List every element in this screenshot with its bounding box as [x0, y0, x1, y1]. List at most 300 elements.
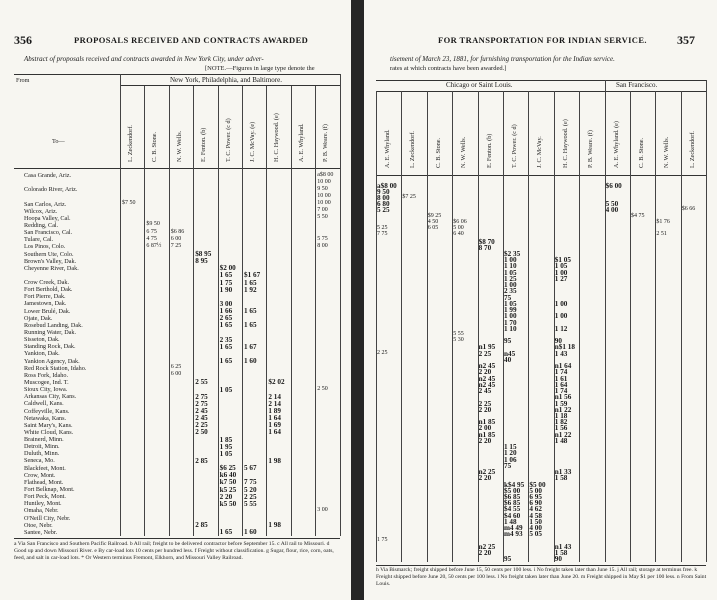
- bid-cell: 1 89: [268, 407, 281, 416]
- bid-cell: 1 65: [219, 271, 233, 280]
- bid-cell: 2 20: [478, 549, 492, 558]
- destination-label: Running Water, Dak.: [24, 329, 77, 337]
- bid-cell: 1 56: [554, 424, 568, 433]
- bid-cell: 2 75: [195, 392, 208, 401]
- table-bottom-rule: [14, 538, 340, 539]
- bid-cell: 5 55: [244, 499, 257, 508]
- destination-label: Brown's Valley, Dak.: [24, 257, 77, 265]
- destination-label: Crow, Mont.: [24, 471, 56, 479]
- bid-cell: 5 30: [453, 337, 464, 344]
- column-rule: [291, 86, 292, 536]
- bid-cell: $8 70: [478, 237, 495, 246]
- column-header: J. C. McVay.: [536, 136, 544, 168]
- bid-cell: 2 85: [195, 521, 208, 530]
- column-header: H. C. Haywood. (e): [561, 119, 569, 168]
- bid-cell: 10 00: [317, 200, 331, 207]
- destination-label: Omaha, Nebr.: [24, 507, 59, 515]
- destination-label: San Carlos, Ariz.: [24, 200, 67, 208]
- bid-cell: 1 00: [504, 256, 517, 265]
- bid-cell: $7 50: [122, 200, 136, 207]
- bid-cell: 9 50: [317, 185, 328, 192]
- bid-cell: 5 00: [453, 225, 464, 232]
- right-page: [364, 0, 717, 600]
- bid-cell: 5 67: [244, 464, 257, 473]
- column-header: C. B. Stone.: [151, 131, 159, 162]
- bid-cell: 1 20: [504, 449, 517, 458]
- bid-cell: 2 51: [656, 231, 667, 238]
- bid-cell: $6 86: [170, 228, 185, 235]
- bid-cell: 1 50: [529, 517, 542, 526]
- column-rule: [427, 91, 428, 562]
- bid-cell: 1 74: [554, 368, 568, 377]
- bid-cell: 1 65: [219, 528, 233, 537]
- bid-cell: 2 20: [478, 405, 492, 414]
- destination-label: Hoopa Valley, Cal.: [24, 214, 71, 222]
- bid-cell: 2 25: [195, 421, 208, 430]
- bid-cell: 2 65: [219, 314, 233, 323]
- bid-cell: $4 55: [504, 505, 521, 514]
- bid-cell: n1 22: [554, 430, 572, 439]
- book-gutter: [351, 0, 364, 600]
- note-line: rates at which contracts have been awarded.]: [390, 65, 507, 72]
- bid-cell: 1 65: [219, 357, 233, 366]
- destination-label: Rosebud Landing, Dak.: [24, 321, 83, 329]
- destination-label: Los Pinos, Colo.: [24, 243, 66, 251]
- bid-cell: 2 45: [195, 407, 208, 416]
- bid-cell: $6 00: [605, 181, 622, 190]
- column-header: L. Zeckendorf.: [127, 125, 134, 162]
- bid-cell: n45: [504, 349, 516, 358]
- bid-cell: 2 85: [195, 456, 208, 465]
- bid-cell: 2 25: [478, 349, 492, 358]
- column-rule: [218, 86, 219, 536]
- destination-label: Red Rock Station, Idaho.: [24, 364, 87, 372]
- bid-cell: 1 06: [504, 455, 517, 464]
- bid-cell: 3 00: [219, 299, 233, 308]
- page-number: 357: [677, 33, 695, 47]
- bid-cell: n1 85: [478, 430, 496, 439]
- bid-cell: $2 00: [219, 264, 236, 273]
- bid-cell: 1 64: [554, 380, 568, 389]
- bid-cell: 2 25: [244, 492, 257, 501]
- bid-cell: 1 69: [268, 421, 281, 430]
- bid-cell: 1 27: [554, 274, 568, 283]
- bid-cell: 95: [504, 555, 512, 564]
- destination-label: O'Neill City, Nebr.: [24, 514, 71, 522]
- destination-label: Coffeyville, Kans.: [24, 407, 70, 415]
- bid-cell: $1 76: [656, 218, 670, 225]
- bid-cell: n1 56: [554, 393, 572, 402]
- bid-cell: 5 25: [377, 206, 390, 215]
- destination-label: Fort Belknap, Mont.: [24, 486, 75, 494]
- bid-cell: 1 75: [377, 536, 388, 543]
- origin-group-label: New York, Philadelphia, and Baltimore.: [170, 76, 282, 84]
- column-header: A. E. Whyland. (e): [612, 121, 620, 168]
- column-rule: [681, 91, 682, 562]
- destination-label: Huntley, Mont.: [24, 500, 62, 508]
- bid-cell: $6 06: [453, 218, 467, 225]
- destination-label: Crow Creek, Dak.: [24, 279, 70, 287]
- bid-cell: n2 45: [478, 374, 496, 383]
- bid-cell: 90: [554, 555, 562, 564]
- column-rule: [605, 91, 606, 562]
- bid-cell: 7 75: [377, 231, 388, 238]
- from-label: From: [16, 77, 30, 84]
- column-rule: [630, 91, 631, 562]
- bid-cell: 1 00: [554, 299, 568, 308]
- bid-cell: n1 33: [554, 468, 572, 477]
- bid-cell: 1 65: [244, 278, 257, 287]
- bid-cell: 4 62: [529, 505, 542, 514]
- bid-cell: 4 00: [605, 206, 619, 215]
- to-label: To—: [52, 138, 65, 145]
- column-rule: [193, 86, 194, 536]
- bid-cell: n2 25: [478, 542, 496, 551]
- column-header: P. B. Weare. (f): [587, 130, 595, 168]
- column-header: T. C. Power. (c d): [511, 124, 518, 168]
- bid-cell: 2 45: [478, 387, 492, 396]
- bid-cell: k6 40: [219, 471, 237, 480]
- group-rule: [120, 85, 340, 86]
- bid-cell: 2 25: [478, 399, 492, 408]
- destination-label: Flathead, Mont.: [24, 478, 64, 486]
- bid-cell: 8 70: [478, 243, 492, 252]
- bid-cell: $7 25: [402, 193, 416, 200]
- column-header: P. B. Weare. (f): [322, 124, 330, 162]
- table-bottom-rule: [376, 565, 706, 566]
- bid-cell: 75: [504, 461, 512, 470]
- bid-cell: 1 00: [554, 268, 568, 277]
- bid-cell: 2 20: [478, 474, 492, 483]
- left-page: [0, 0, 351, 600]
- column-header: H. C. Haywood. (e): [273, 113, 281, 162]
- destination-label: Muscogee, Ind. T.: [24, 378, 69, 386]
- destination-label: Ross Fork, Idaho.: [24, 371, 69, 379]
- destination-label: Fort Berthold, Dak.: [24, 286, 73, 294]
- destination-label: Brainerd, Minn.: [24, 436, 64, 444]
- bid-cell: 6 95: [529, 492, 542, 501]
- bid-cell: $6 66: [681, 206, 696, 213]
- bid-cell: 1 05: [504, 268, 517, 277]
- bid-cell: 95: [504, 337, 512, 346]
- column-header: T. C. Power. (c d): [224, 118, 232, 162]
- bid-cell: 6 90: [529, 499, 542, 508]
- bid-cell: 2 50: [195, 428, 208, 437]
- column-rule: [242, 86, 243, 536]
- bid-cell: k5 25: [219, 485, 237, 494]
- destination-label: Yankton Agency, Dak.: [24, 357, 80, 365]
- destination-label: Netawaka, Kans.: [24, 414, 67, 422]
- bid-cell: 5 50: [605, 200, 619, 209]
- bid-cell: 1 10: [504, 324, 517, 333]
- header-bottom-rule: [376, 175, 706, 176]
- destination-label: Sioux City, Iowa.: [24, 386, 68, 394]
- column-rule: [655, 91, 656, 562]
- destination-label: Southern Ute, Colo.: [24, 250, 74, 258]
- bid-cell: 1 65: [244, 321, 257, 330]
- destination-label: Jamestown, Dak.: [24, 300, 67, 308]
- bid-cell: $1 67: [244, 271, 261, 280]
- bid-cell: 1 05: [219, 385, 233, 394]
- bid-cell: 5 50: [317, 214, 328, 221]
- column-header: L. Zeckendorf.: [409, 131, 417, 168]
- bid-cell: 6 40: [453, 231, 464, 238]
- destination-label: Duluth, Minn.: [24, 450, 60, 458]
- bid-cell: 2 75: [195, 399, 208, 408]
- bid-cell: $5 00: [529, 480, 546, 489]
- bid-cell: 1 95: [219, 442, 233, 451]
- destination-label: Arkansas City, Kans.: [24, 393, 77, 401]
- bid-cell: 4 50: [427, 218, 439, 225]
- destination-label: Otoe, Nebr.: [24, 521, 53, 529]
- bid-cell: 1 25: [504, 274, 517, 283]
- bid-cell: 8 95: [195, 257, 208, 266]
- destination-label: Standing Rock, Dak.: [24, 343, 76, 351]
- bid-cell: 1 00: [554, 312, 568, 321]
- bid-cell: 9 50: [377, 187, 390, 196]
- bid-cell: n2 25: [478, 468, 496, 477]
- destination-label: San Francisco, Cal.: [24, 229, 73, 237]
- destination-label: Fort Pierre, Dak.: [24, 293, 66, 301]
- bid-cell: 10 00: [317, 192, 331, 199]
- destination-label: Tulare, Cal.: [24, 236, 54, 244]
- column-rule: [120, 74, 121, 536]
- bid-cell: 8 00: [377, 193, 390, 202]
- bid-cell: m4 49: [504, 524, 523, 533]
- bid-cell: $2 02: [268, 378, 285, 387]
- bid-cell: 75: [504, 293, 512, 302]
- bid-cell: 1 65: [244, 307, 257, 316]
- bid-cell: 1 65: [219, 342, 233, 351]
- abstract-line: Abstract of proposals received and contracts awarded in New York City, under adver-: [24, 55, 264, 63]
- destination-label: Cheyenne River, Dak.: [24, 264, 79, 272]
- bid-cell: k7 50: [219, 478, 237, 487]
- bid-cell: 1 15: [504, 443, 517, 452]
- bid-cell: 6 25: [170, 364, 182, 371]
- bid-cell: 1 18: [554, 411, 568, 420]
- bid-cell: $5 00: [504, 486, 521, 495]
- bid-cell: 1 05: [554, 262, 568, 271]
- destination-label: Seneca, Mo.: [24, 457, 55, 465]
- bid-cell: n$1 18: [554, 343, 575, 352]
- bid-cell: 1 75: [219, 278, 233, 287]
- bid-cell: 2 35: [504, 287, 517, 296]
- column-rule: [376, 91, 377, 562]
- bid-cell: 1 12: [554, 324, 568, 333]
- footnotes: a Via San Francisco and Southern Pacific Railroad. b All rail; freight to be delivered contractor before September 15. c All rail to Missouri. d Good up and down Missouri River. e By car-load lots 10 cents per hundred less. f Freight without classification. g Sugar, flour, rice, corn, oats, feed, and salt in car-load lots. * Or Western terminus Fremont, Elkhorn, and Missouri Valley Railroad.: [14, 541, 334, 561]
- bid-cell: 1 67: [244, 342, 257, 351]
- bid-cell: 6 75: [146, 228, 157, 235]
- bid-cell: $6 85: [504, 499, 521, 508]
- bid-cell: 1 58: [554, 474, 568, 483]
- destination-label: Redding, Cal.: [24, 221, 59, 229]
- bid-cell: 1 82: [554, 418, 568, 427]
- origin-group-san-francisco: San Francisco.: [616, 81, 658, 89]
- bid-cell: 4 00: [529, 524, 542, 533]
- bid-cell: $9 50: [146, 221, 160, 228]
- destination-label: Casa Grande, Ariz.: [24, 172, 72, 179]
- bid-cell: 2 55: [195, 378, 208, 387]
- bid-cell: 1 64: [268, 428, 281, 437]
- bid-cell: 1 59: [554, 399, 568, 408]
- bid-cell: k$4 95: [504, 480, 525, 489]
- bid-cell: 5 25: [377, 225, 388, 232]
- column-rule: [706, 80, 707, 562]
- bid-cell: n2 45: [478, 380, 496, 389]
- bid-cell: $6 85: [504, 492, 521, 501]
- group-rule: [376, 91, 706, 92]
- column-rule: [144, 86, 145, 536]
- bid-cell: m4 93: [504, 530, 523, 539]
- bid-cell: $4 60: [504, 511, 521, 520]
- column-rule: [579, 91, 580, 562]
- bid-cell: 1 61: [554, 374, 568, 383]
- column-header: A. E. Whyland.: [297, 123, 305, 162]
- bid-cell: 1 48: [554, 436, 568, 445]
- destination-label: Blackfeet, Mont.: [24, 464, 66, 472]
- bid-cell: 2 14: [268, 392, 281, 401]
- column-header: N. W. Wells.: [175, 130, 183, 162]
- bid-cell: 7 75: [244, 478, 257, 487]
- bid-cell: $1 05: [554, 256, 571, 265]
- destination-label: Lower Brulé, Dak.: [24, 307, 71, 315]
- bid-cell: 2 25: [377, 349, 388, 356]
- table-top-rule: [14, 74, 340, 75]
- bid-cell: a$8 00: [317, 171, 334, 178]
- bid-cell: $8 95: [195, 250, 212, 258]
- bid-cell: 10 00: [317, 178, 331, 185]
- bid-cell: 1 10: [504, 262, 517, 271]
- origin-group-chicago: Chicago or Saint Louis.: [446, 81, 513, 89]
- column-rule: [452, 91, 453, 562]
- footnotes: h Via Bismarck; freight shipped before June 15, 50 cents per 100 less. i No freight taken later than June 15. j All rail; storage at terminus free. k Freight shipped before June 20, 50 cents per 100 less. l No freight taken later than June 20. m Freight shipped in May $1 per 100 less. n From Saint Louis.: [376, 567, 707, 587]
- bid-cell: 90: [554, 337, 562, 346]
- column-header: J. C. McVay. (e): [249, 121, 256, 162]
- bid-cell: 6 87½: [146, 242, 162, 249]
- bid-cell: n1 64: [554, 362, 572, 371]
- bid-cell: $2 35: [504, 250, 521, 259]
- bid-cell: 1 58: [554, 549, 568, 558]
- bid-cell: n1 22: [554, 405, 572, 414]
- bid-cell: $4 75: [631, 212, 645, 219]
- bid-cell: 3 00: [317, 506, 328, 513]
- bid-cell: 1 60: [244, 528, 257, 537]
- note-line: [NOTE.—Figures in large type denote the: [205, 65, 315, 72]
- column-header: E. Fenton. (b): [200, 127, 208, 162]
- bid-cell: $6 25: [219, 464, 236, 473]
- destination-label: Sisseton, Dak.: [24, 336, 60, 344]
- bid-cell: 2 35: [219, 335, 233, 344]
- bid-cell: 1 00: [504, 312, 517, 321]
- bid-cell: 1 74: [554, 387, 568, 396]
- bid-cell: 1 98: [268, 456, 281, 465]
- bid-cell: 6 00: [170, 235, 182, 242]
- bid-cell: 5 75: [317, 235, 328, 242]
- bid-cell: n1 85: [478, 418, 496, 427]
- bid-cell: n1 95: [478, 343, 496, 352]
- running-head: FOR TRANSPORTATION FOR INDIAN SERVICE.: [438, 35, 647, 45]
- bid-cell: 6 80: [377, 200, 390, 209]
- column-rule: [401, 91, 402, 562]
- destination-label: Caldwell, Kans.: [24, 400, 64, 408]
- bid-cell: 5 05: [529, 530, 542, 539]
- column-header: N. W. Wells.: [460, 136, 468, 168]
- destination-label: Yankton, Dak.: [24, 350, 60, 358]
- bid-cell: 2 45: [195, 414, 208, 423]
- column-rule: [605, 80, 606, 91]
- bid-cell: 2 50: [317, 385, 328, 392]
- bid-cell: 2 20: [478, 368, 492, 377]
- bid-cell: 1 65: [219, 321, 233, 330]
- bid-cell: 1 48: [504, 517, 517, 526]
- bid-cell: a$8 00: [377, 181, 397, 190]
- bid-cell: 6 00: [170, 371, 182, 378]
- column-rule: [266, 86, 267, 536]
- bid-cell: 1 70: [504, 318, 517, 327]
- column-header: L. Zeckendorf.: [688, 131, 696, 168]
- column-header: N. W. Wells.: [663, 136, 671, 168]
- bid-cell: 1 64: [268, 414, 281, 423]
- column-header: C. B. Stone.: [434, 137, 442, 168]
- column-header: A. E. Whyland.: [384, 129, 391, 168]
- bid-cell: n2 45: [478, 362, 496, 371]
- column-header: C. B. Stone.: [638, 137, 645, 168]
- destination-label: Wilcox, Ariz.: [24, 207, 58, 215]
- destination-label: White Cloud, Kans.: [24, 428, 74, 436]
- bid-cell: 1 92: [244, 285, 257, 294]
- bid-cell: 2 00: [478, 424, 492, 433]
- bid-cell: 8 00: [317, 242, 328, 249]
- column-rule: [340, 74, 341, 536]
- bid-cell: 1 60: [244, 357, 257, 366]
- bid-cell: 2 14: [268, 399, 281, 408]
- bid-cell: 2 20: [219, 492, 233, 501]
- bid-cell: 1 00: [504, 281, 517, 290]
- bid-cell: 1 99: [504, 306, 517, 315]
- bid-cell: 7 00: [317, 207, 328, 214]
- bid-cell: 1 43: [554, 349, 568, 358]
- abstract-line: tisement of March 23, 1881, for furnishing transportation for the Indian service.: [390, 55, 615, 63]
- destination-label: Detroit, Minn.: [24, 443, 60, 451]
- bid-cell: 1 05: [219, 449, 233, 458]
- bid-cell: 5 55: [453, 331, 464, 337]
- destination-label: Ojate, Dak.: [24, 314, 53, 322]
- bid-cell: k5 50: [219, 499, 237, 508]
- bid-cell: 1 98: [268, 521, 281, 530]
- bid-cell: n1 43: [554, 542, 572, 551]
- column-header: E. Fenton. (b): [485, 133, 493, 168]
- bid-cell: 1 05: [504, 299, 517, 308]
- destination-label: Santee, Nebr.: [24, 528, 58, 536]
- bid-cell: 4 75: [146, 235, 157, 242]
- bid-cell: 1 90: [219, 285, 233, 294]
- bid-cell: 6 05: [427, 225, 439, 232]
- column-rule: [315, 86, 316, 536]
- bid-cell: 4 58: [529, 511, 542, 520]
- page-number: 356: [14, 33, 32, 47]
- bid-cell: 40: [504, 355, 512, 364]
- destination-label: Fort Peck, Mont.: [24, 493, 66, 501]
- bid-cell: $9 25: [427, 212, 442, 219]
- bid-cell: 1 66: [219, 307, 233, 316]
- column-rule: [478, 91, 479, 562]
- running-head: PROPOSALS RECEIVED AND CONTRACTS AWARDED: [74, 35, 309, 45]
- bid-cell: 5 20: [244, 485, 257, 494]
- bid-cell: 2 20: [478, 436, 492, 445]
- destination-label: Colorado River, Ariz.: [24, 186, 78, 194]
- bid-cell: 5 00: [529, 486, 542, 495]
- column-rule: [169, 86, 170, 536]
